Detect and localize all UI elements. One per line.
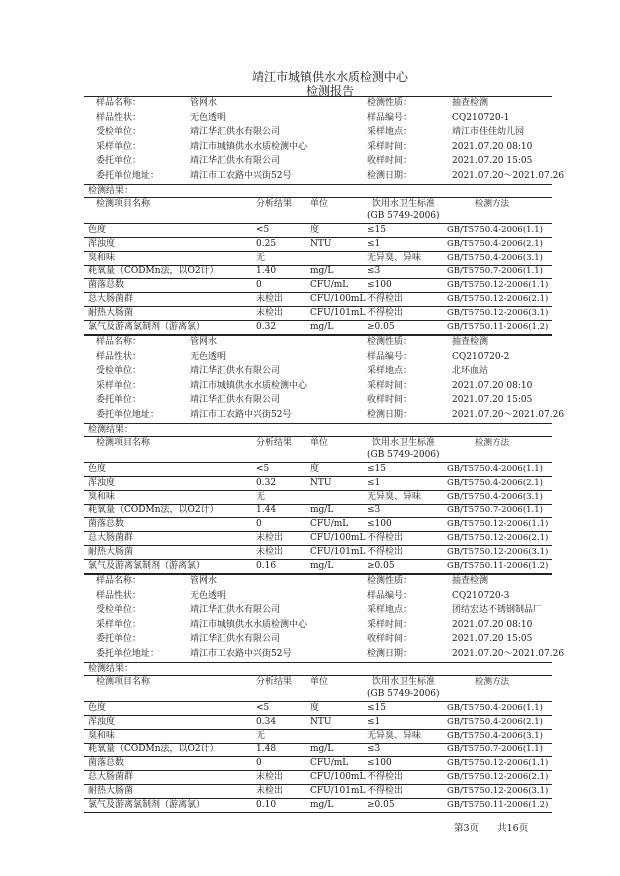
col-header-unit: 单位 [310,199,329,209]
table-row-method: GB/T5750.12-2006(2.1) [447,533,549,543]
table-row-method: GB/T5750.7-2006(1.1) [447,744,543,755]
info-label: 收样时间： [367,395,413,405]
info-label: 收样时间： [367,634,413,644]
info-label: 受检单位： [96,366,142,376]
info-bottom-rule [84,184,552,185]
info-label: 样品编号： [367,351,413,362]
results-rule [84,197,552,198]
table-row-item: 菌落总数 [88,758,125,769]
table-row-result: 0.10 [256,799,277,810]
table-row-standard: ≤100 [367,758,392,769]
table-row-result: 0.32 [256,321,277,332]
info-label: 委托单位地址： [96,648,160,659]
info-label: 采样时间： [367,619,413,630]
table-row-standard: ≤3 [367,744,381,755]
info-value: 靖江华汇供水有限公司 [190,395,281,405]
info-value: 靖江华汇供水有限公司 [190,605,281,615]
info-value: 靖江市工农路中兴街52号 [190,648,292,659]
table-row-unit: mg/L [310,321,334,332]
table-row-result: 0.34 [256,716,277,727]
table-row-unit: CFU/mL [310,280,349,291]
row-rule [84,812,552,813]
table-row-method: GB/T5750.12-2006(1.1) [447,758,549,769]
table-row-method: GB/T5750.12-2006(2.1) [447,772,549,782]
table-row-method: GB/T5750.4-2006(1.1) [447,225,543,235]
header-bottom-rule [84,701,552,702]
info-label: 受检单位： [96,127,142,137]
table-row-method: GB/T5750.11-2006(1.2) [447,799,549,810]
info-label: 采样地点： [367,366,413,376]
col-header-item: 检测项目名称 [96,677,151,687]
table-row-standard: ≤15 [367,225,386,235]
info-value: 2021.07.20 08:10 [452,619,533,630]
table-row-standard: ≥0.05 [367,321,395,332]
results-rule [84,436,552,437]
info-value: 2021.07.20～2021.07.26 [452,170,565,181]
results-label: 检测结果： [88,186,134,196]
table-row-standard: ≤15 [367,464,386,474]
info-label: 样品名称： [96,576,142,586]
table-row-standard: ≤1 [367,477,381,488]
table-row-result: 未检出 [256,307,284,318]
info-value: 无色透明 [190,351,227,362]
table-row-item: 总大肠菌群 [88,294,134,304]
table-row-standard: 不得检出 [367,785,404,796]
table-row-method: GB/T5750.12-2006(1.1) [447,280,549,291]
table-row-item: 臭和味 [88,491,116,502]
info-label: 检测性质： [367,337,413,347]
table-row-item: 臭和味 [88,730,116,741]
table-row-standard: 无异臭、异味 [367,491,422,502]
table-row-unit: 度 [310,703,320,713]
table-row-standard: ≥0.05 [367,799,395,810]
col-header-method: 检测方法 [475,677,510,687]
table-row-standard: 无异臭、异味 [367,252,422,263]
table-row-item: 浑浊度 [88,238,116,249]
table-row-standard: ≤15 [367,703,386,713]
col-header-result: 分析结果 [256,677,293,687]
table-row-method: GB/T5750.4-2006(1.1) [447,703,543,713]
info-value: 2021.07.20 08:10 [452,380,533,391]
results-label: 检测结果： [88,664,134,674]
info-label: 委托单位： [96,634,142,644]
col-header-result: 分析结果 [256,199,293,209]
info-label: 采样地点： [367,127,413,137]
info-value: 管网水 [190,576,218,586]
table-row-standard: ≥0.05 [367,560,395,571]
table-row-unit: CFU/100mL [310,533,366,543]
table-row-result: 1.48 [256,744,277,755]
info-label: 受检单位： [96,605,142,615]
col-header-unit: 单位 [310,677,329,687]
info-label: 检测日期： [367,170,413,181]
info-label: 委托单位： [96,395,142,405]
info-label: 样品名称： [96,98,142,108]
table-row-item: 氯气及游离氯制剂（游离氯） [88,560,206,571]
table-row-result: 1.44 [256,505,277,516]
table-row-unit: mg/L [310,266,334,277]
col-header-unit: 单位 [310,438,329,448]
table-row-item: 耐热大肠菌 [88,546,134,557]
table-row-item: 总大肠菌群 [88,772,134,782]
info-label: 样品性状： [96,590,142,601]
report-subtitle: 检测报告 [305,84,354,98]
table-row-standard: ≤1 [367,238,381,249]
table-row-result: 1.40 [256,266,277,277]
info-value: CQ210720-3 [452,590,510,601]
table-row-item: 总大肠菌群 [88,533,134,543]
table-row-unit: CFU/101mL [310,307,366,318]
table-row-unit: mg/L [310,560,334,571]
table-row-result: 无 [256,252,266,263]
col-header-method: 检测方法 [475,199,510,209]
table-row-standard: ≤100 [367,519,392,530]
table-row-result: 0.32 [256,477,277,488]
info-value: 2021.07.20 08:10 [452,141,533,152]
col-header-item: 检测项目名称 [96,438,151,448]
info-value: 无色透明 [190,112,227,123]
table-row-result: 无 [256,491,266,502]
info-bottom-rule [84,423,552,424]
table-row-result: 0.25 [256,238,277,249]
info-value: 靖江市佳佳幼儿园 [452,127,525,137]
info-value: 靖江市城镇供水水质检测中心 [190,380,308,391]
table-row-method: GB/T5750.4-2006(3.1) [447,730,543,741]
info-value: 2021.07.20～2021.07.26 [452,648,565,659]
info-value: 2021.07.20 15:05 [452,395,533,405]
info-value: 无色透明 [190,590,227,601]
table-row-item: 耗氧量（CODMn法，以O2计） [88,266,219,277]
table-row-standard: 不得检出 [367,546,404,557]
info-label: 样品性状： [96,112,142,123]
table-row-standard: 不得检出 [367,307,404,318]
table-row-result: 未检出 [256,294,284,304]
table-row-unit: CFU/mL [310,519,349,530]
info-label: 检测日期： [367,409,413,420]
table-row-standard: ≤1 [367,716,381,727]
table-row-method: GB/T5750.12-2006(3.1) [447,785,549,796]
table-row-standard: 不得检出 [367,772,404,782]
table-row-result: <5 [256,225,270,235]
table-row-unit: mg/L [310,799,334,810]
table-row-unit: CFU/100mL [310,772,366,782]
info-value: 靖江华汇供水有限公司 [190,366,281,376]
table-row-result: 无 [256,730,266,741]
table-row-unit: CFU/mL [310,758,349,769]
table-row-method: GB/T5750.11-2006(1.2) [447,560,549,571]
table-row-result: 0 [256,519,262,530]
table-row-item: 菌落总数 [88,280,125,291]
info-label: 检测日期： [367,648,413,659]
col-header-item: 检测项目名称 [96,199,151,209]
info-value: 团结宏达不锈钢制品厂 [452,605,543,615]
info-label: 样品名称： [96,337,142,347]
info-value: 2021.07.20 15:05 [452,634,533,644]
table-row-method: GB/T5750.4-2006(3.1) [447,252,543,263]
info-value: 管网水 [190,337,218,347]
page-footer [454,820,528,834]
info-label: 采样单位： [96,141,142,152]
table-row-method: GB/T5750.12-2006(3.1) [447,307,549,318]
table-row-item: 氯气及游离氯制剂（游离氯） [88,321,206,332]
table-row-item: 耐热大肠菌 [88,785,134,796]
info-label: 委托单位地址： [96,170,160,181]
col-header-standard-code: (GB 5749-2006) [367,211,440,221]
table-row-item: 耗氧量（CODMn法，以O2计） [88,505,219,516]
info-label: 委托单位地址： [96,409,160,420]
table-row-standard: 无异臭、异味 [367,730,422,741]
table-row-method: GB/T5750.4-2006(2.1) [447,716,543,727]
info-value: 抽查检测 [452,98,489,108]
table-row-method: GB/T5750.12-2006(1.1) [447,519,549,530]
table-row-result: 未检出 [256,546,284,557]
info-label: 收样时间： [367,156,413,166]
col-header-standard-code: (GB 5749-2006) [367,450,440,460]
info-value: CQ210720-1 [452,112,510,123]
info-value: 靖江市城镇供水水质检测中心 [190,619,308,630]
table-row-unit: 度 [310,225,320,235]
info-value: 2021.07.20 15:05 [452,156,533,166]
info-label: 检测性质： [367,576,413,586]
info-value: 靖江华汇供水有限公司 [190,634,281,644]
info-value: 抽查检测 [452,576,489,586]
table-row-item: 色度 [88,703,107,713]
header-bottom-rule [84,462,552,463]
section-top-rule [84,335,552,336]
header-bottom-rule [84,223,552,224]
table-row-method: GB/T5750.4-2006(1.1) [447,464,543,474]
table-row-unit: NTU [310,238,332,249]
table-row-result: 未检出 [256,772,284,782]
table-row-standard: 不得检出 [367,533,404,543]
info-label: 样品编号： [367,112,413,123]
info-label: 样品编号： [367,590,413,601]
table-row-item: 色度 [88,464,107,474]
table-row-unit: 度 [310,464,320,474]
info-value: 靖江市城镇供水水质检测中心 [190,141,308,152]
section-top-rule [84,96,552,97]
info-value: 靖江华汇供水有限公司 [190,156,281,166]
table-row-item: 氯气及游离氯制剂（游离氯） [88,799,206,810]
info-value: CQ210720-2 [452,351,510,362]
table-row-result: 0 [256,758,262,769]
table-row-method: GB/T5750.11-2006(1.2) [447,321,549,332]
table-row-unit: mg/L [310,505,334,516]
table-row-method: GB/T5750.7-2006(1.1) [447,266,543,277]
table-row-item: 臭和味 [88,252,116,263]
table-row-unit: CFU/101mL [310,546,366,557]
table-row-result: <5 [256,464,270,474]
section-top-rule [84,574,552,575]
col-header-standard: 饮用水卫生标准 [372,438,436,448]
table-row-result: <5 [256,703,270,713]
table-row-item: 菌落总数 [88,519,125,530]
table-row-result: 未检出 [256,785,284,796]
table-row-method: GB/T5750.7-2006(1.1) [447,505,543,516]
table-row-unit: NTU [310,716,332,727]
table-row-method: GB/T5750.4-2006(3.1) [447,491,543,502]
page-total: 共16页 [497,823,529,834]
info-value: 抽查检测 [452,337,489,347]
col-header-result: 分析结果 [256,438,293,448]
info-label: 样品性状： [96,351,142,362]
table-row-method: GB/T5750.4-2006(2.1) [447,477,543,488]
info-value: 靖江市工农路中兴街52号 [190,170,292,181]
table-row-standard: 不得检出 [367,294,404,304]
table-row-method: GB/T5750.4-2006(2.1) [447,238,543,249]
table-row-unit: CFU/100mL [310,294,366,304]
col-header-standard: 饮用水卫生标准 [372,199,436,209]
table-row-result: 0.16 [256,560,277,571]
table-row-method: GB/T5750.12-2006(2.1) [447,294,549,304]
info-label: 采样时间： [367,141,413,152]
table-row-item: 色度 [88,225,107,235]
table-row-result: 未检出 [256,533,284,543]
results-rule [84,675,552,676]
table-row-item: 浑浊度 [88,716,116,727]
table-row-unit: mg/L [310,744,334,755]
info-label: 采样单位： [96,619,142,630]
info-bottom-rule [84,662,552,663]
info-label: 委托单位： [96,156,142,166]
table-row-item: 耗氧量（CODMn法，以O2计） [88,744,219,755]
table-row-unit: CFU/101mL [310,785,366,796]
info-value: 北环血站 [452,366,489,376]
info-label: 采样地点： [367,605,413,615]
col-header-method: 检测方法 [475,438,510,448]
col-header-standard: 饮用水卫生标准 [372,677,436,687]
table-row-unit: NTU [310,477,332,488]
info-label: 采样单位： [96,380,142,391]
page-number: 第3页 [454,823,480,834]
table-row-standard: ≤3 [367,266,381,277]
table-row-item: 耐热大肠菌 [88,307,134,318]
info-value: 管网水 [190,98,218,108]
report-title: 靖江市城镇供水水质检测中心 [251,70,408,84]
info-label: 采样时间： [367,380,413,391]
table-row-standard: ≤3 [367,505,381,516]
col-header-standard-code: (GB 5749-2006) [367,689,440,699]
table-row-item: 浑浊度 [88,477,116,488]
info-value: 靖江市工农路中兴街52号 [190,409,292,420]
results-label: 检测结果： [88,425,134,435]
info-value: 靖江华汇供水有限公司 [190,127,281,137]
info-value: 2021.07.20～2021.07.26 [452,409,565,420]
table-row-standard: ≤100 [367,280,392,291]
info-label: 检测性质： [367,98,413,108]
table-row-result: 0 [256,280,262,291]
table-row-method: GB/T5750.12-2006(3.1) [447,546,549,557]
